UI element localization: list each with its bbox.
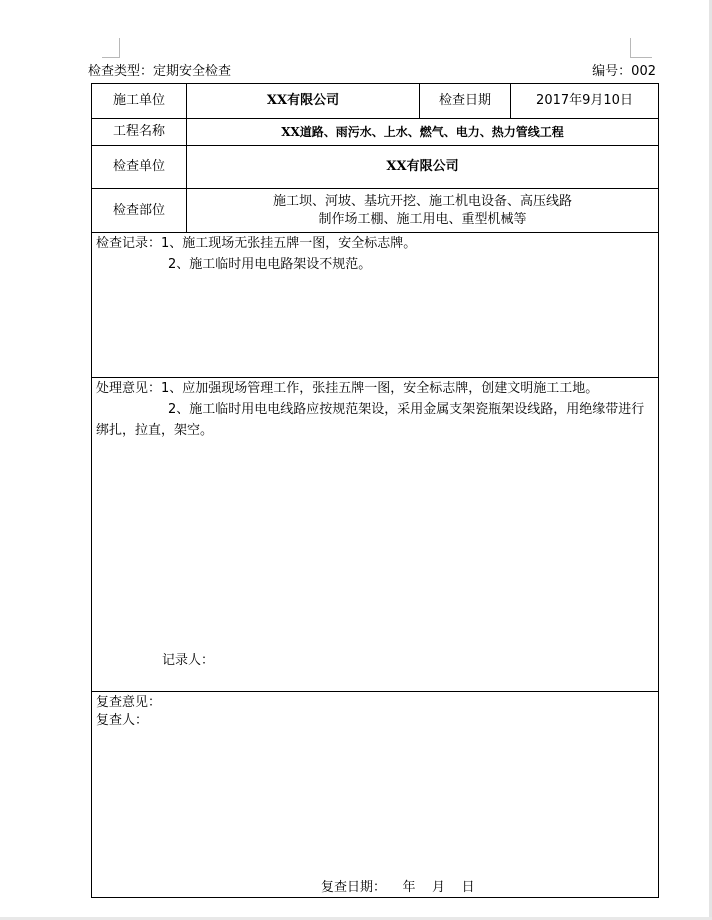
record-line-2: 2、施工临时用电电路架设不规范。 <box>168 257 372 272</box>
crop-mark-top-right <box>630 38 652 58</box>
construction-unit-value: XX有限公司 <box>187 84 420 118</box>
row-inspection-area <box>92 189 658 233</box>
construction-unit-label: 施工单位 <box>92 84 187 118</box>
row-inspection-record <box>92 233 658 378</box>
project-name-label: 工程名称 <box>92 119 187 145</box>
recorder-label: 记录人： <box>162 653 215 668</box>
inspection-unit-value: XX有限公司 <box>386 159 459 174</box>
inspection-area-value <box>187 189 658 232</box>
inspection-area-line-1: 施工坝、河坡、基坑开挖、施工机电设备、高压线路 <box>272 193 572 209</box>
reviewer-label: 复查人： <box>96 713 149 728</box>
check-type-label: 检查类型：定期安全检查 <box>88 64 232 79</box>
inspection-area-label: 检查部位 <box>92 189 187 232</box>
document-number: 编号：002 <box>592 64 656 79</box>
opinion-line-1: 处理意见：1、应加强现场管理工作，张挂五牌一图，安全标志牌，创建文明施工工地。 <box>96 381 599 396</box>
crop-mark-top-left <box>102 38 120 58</box>
row-handling-opinion <box>92 378 658 692</box>
review-section <box>96 694 161 730</box>
project-name-value: XX道路、雨污水、上水、燃气、电力、热力管线工程 <box>281 125 564 139</box>
inspection-unit-label: 检查单位 <box>92 146 187 188</box>
record-line-1: 检查记录：1、施工现场无张挂五牌一图，安全标志牌。 <box>96 236 417 251</box>
inspection-record <box>96 233 654 275</box>
handling-opinion <box>96 378 654 441</box>
row-project-name <box>92 119 658 146</box>
inspection-area-line-2: 制作场工棚、施工用电、重型机械等 <box>318 211 527 227</box>
review-opinion-label: 复查意见： <box>96 695 162 710</box>
check-date-label: 检查日期 <box>420 84 511 118</box>
check-date-value: 2017年9月10日 <box>536 93 633 108</box>
row-construction-unit <box>92 84 658 119</box>
inspection-form <box>91 83 659 898</box>
review-date-label: 复查日期： 年 月 日 <box>321 880 475 895</box>
row-inspection-unit <box>92 146 658 189</box>
opinion-line-2: 2、施工临时用电电线路应按规范架设，采用金属支架瓷瓶架设线路，用绝缘带进行绑扎，拉直，架空。 <box>96 402 645 438</box>
